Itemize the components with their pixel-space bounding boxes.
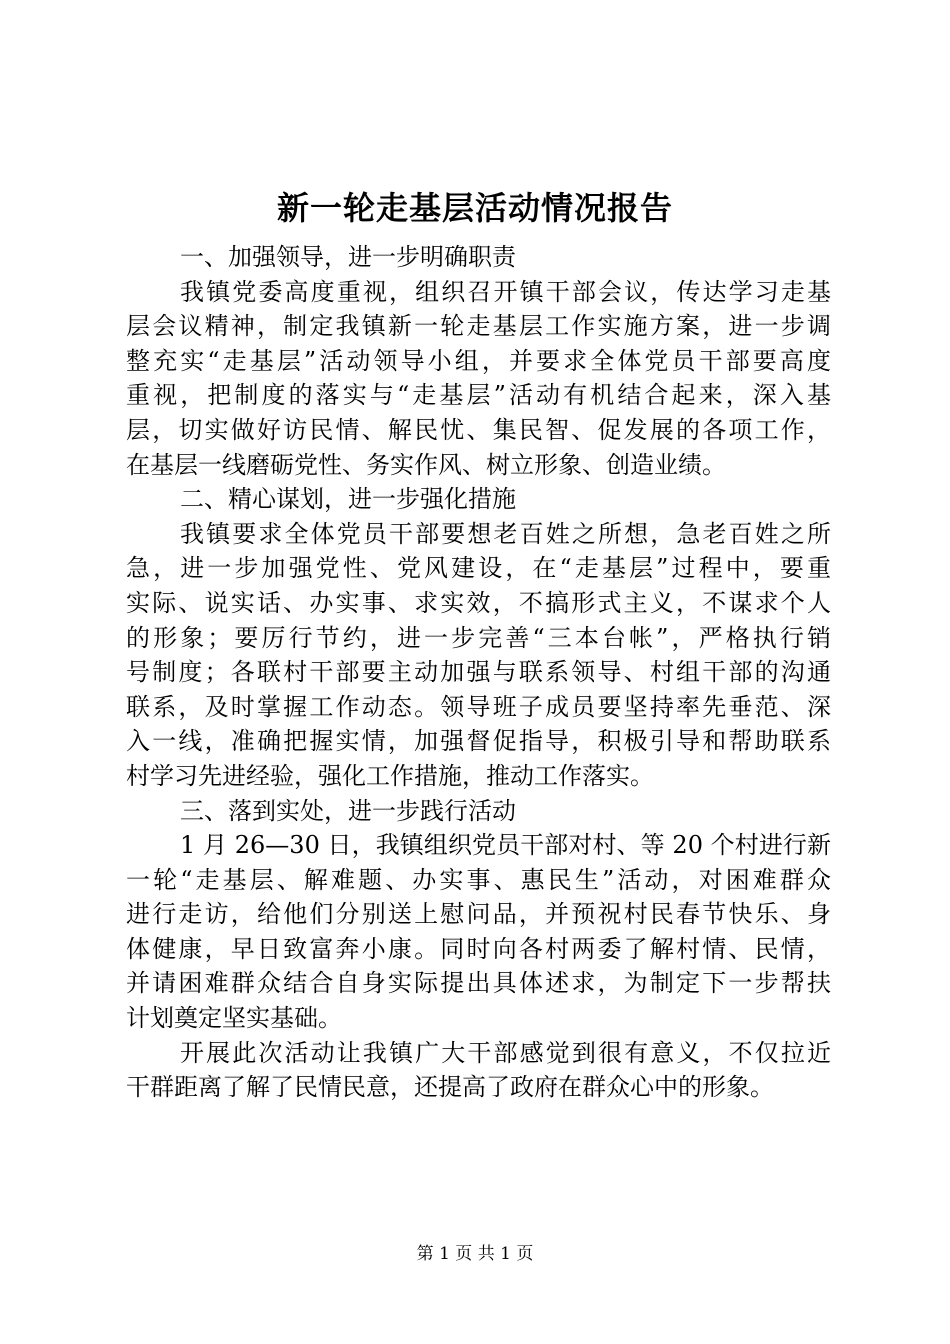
- section-heading: 三、落到实处，进一步践行活动: [180, 796, 516, 825]
- paragraph-line: 村学习先进经验，强化工作措施，推动工作落实。: [126, 761, 654, 790]
- paragraph-line: 联系，及时掌握工作动态。领导班子成员要坚持率先垂范、深: [126, 692, 831, 721]
- paragraph-line: 号制度；各联村干部要主动加强与联系领导、村组干部的沟通: [126, 658, 831, 687]
- paragraph-line: 1 月 26—30 日，我镇组织党员干部对村、等 20 个村进行新: [180, 831, 831, 860]
- paragraph-line: 整充实“走基层”活动领导小组，并要求全体党员干部要高度: [126, 346, 831, 375]
- paragraph-line: 在基层一线磨砺党性、务实作风、树立形象、创造业绩。: [126, 450, 726, 479]
- paragraph-line: 一轮“走基层、解难题、办实事、惠民生”活动，对困难群众: [126, 865, 831, 894]
- section-heading: 二、精心谋划，进一步强化措施: [180, 485, 516, 514]
- paragraph-line: 体健康，早日致富奔小康。同时向各村两委了解村情、民情，: [126, 934, 831, 963]
- paragraph-line: 进行走访，给他们分别送上慰问品，并预祝村民春节快乐、身: [126, 900, 831, 929]
- document-title: 新一轮走基层活动情况报告: [276, 189, 673, 227]
- paragraph-line: 实际、说实话、办实事、求实效，不搞形式主义，不谋求个人: [126, 588, 831, 617]
- paragraph-line: 并请困难群众结合自身实际提出具体述求，为制定下一步帮扶: [126, 969, 831, 998]
- paragraph-line: 层，切实做好访民情、解民忧、集民智、促发展的各项工作，: [126, 415, 831, 444]
- section-heading: 一、加强领导，进一步明确职责: [180, 243, 516, 271]
- paragraph-line: 的形象；要厉行节约，进一步完善“三本台帐”，严格执行销: [126, 623, 831, 652]
- document-body: [126, 240, 831, 1105]
- paragraph-line: 开展此次活动让我镇广大干部感觉到很有意义，不仅拉近: [180, 1038, 831, 1067]
- paragraph-line: 层会议精神，制定我镇新一轮走基层工作实施方案，进一步调: [126, 312, 831, 341]
- paragraph-line: 急，进一步加强党性、党风建设，在“走基层”过程中，要重: [126, 554, 831, 583]
- paragraph-line: 计划奠定坚实基础。: [126, 1004, 342, 1033]
- paragraph-line: 重视，把制度的落实与“走基层”活动有机结合起来，深入基: [126, 381, 831, 410]
- paragraph-line: 干群距离了解了民情民意，还提高了政府在群众心中的形象。: [126, 1073, 774, 1102]
- paragraph-line: 入一线，准确把握实情，加强督促指导，积极引导和帮助联系: [126, 727, 831, 756]
- paragraph-line: 我镇党委高度重视，组织召开镇干部会议，传达学习走基: [180, 277, 831, 306]
- page-footer: 第 1 页 共 1 页: [416, 1244, 534, 1264]
- paragraph-line: 我镇要求全体党员干部要想老百姓之所想，急老百姓之所: [180, 519, 831, 548]
